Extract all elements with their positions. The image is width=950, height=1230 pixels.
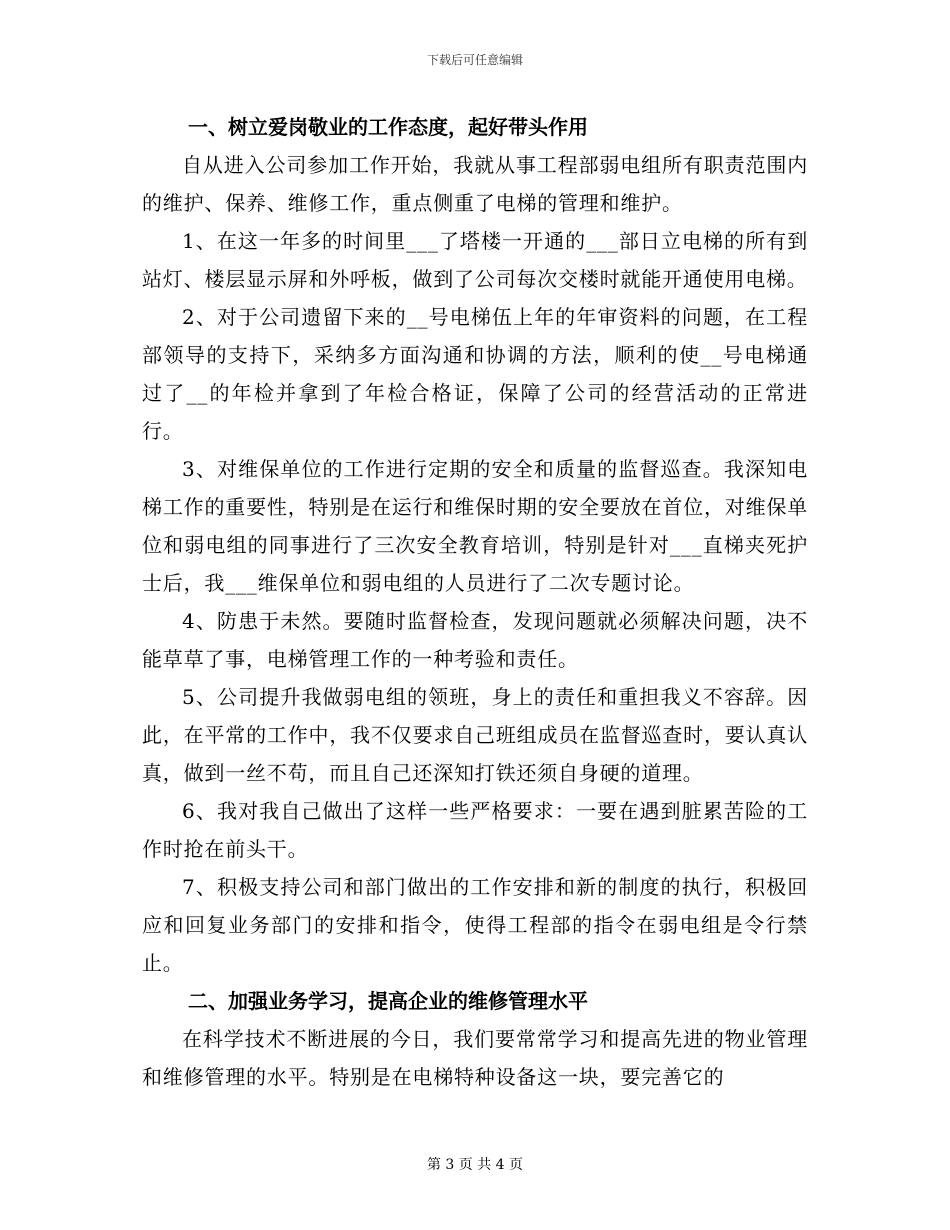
body-paragraph: 6、我对我自己做出了这样一些严格要求：一要在遇到脏累苦险的工作时抢在前头干。 <box>142 799 808 861</box>
section-heading: 二、加强业务学习，提高企业的维修管理水平 <box>188 989 588 1013</box>
body-paragraph: 4、防患于未然。要随时监督检查，发现问题就必须解决问题，决不能草草了事，电梯管理工作的一种考验和责任。 <box>142 609 808 671</box>
section-heading: 一、树立爱岗敬业的工作态度，起好带头作用 <box>188 115 588 139</box>
body-paragraph: 1、在这一年多的时间里___了塔楼一开通的___部日立电梯的所有到站灯、楼层显示屏和外呼板，做到了公司每次交楼时就能开通使用电梯。 <box>142 229 808 291</box>
page-header: 下载后可任意编辑 <box>426 53 523 67</box>
body-paragraph: 在科学技术不断进展的今日，我们要常常学习和提高先进的物业管理和维修管理的水平。特别是在电梯特种设备这一块，要完善它的 <box>142 1027 808 1089</box>
page-number: 第 3 页 共 4 页 <box>426 1157 524 1173</box>
document-body <box>142 108 808 1096</box>
body-paragraph: 自从进入公司参加工作开始，我就从事工程部弱电组所有职责范围内的维护、保养、维修工作，重点侧重了电梯的管理和维护。 <box>142 153 808 215</box>
body-paragraph: 3、对维保单位的工作进行定期的安全和质量的监督巡查。我深知电梯工作的重要性，特别是在运行和维保时期的安全要放在首位，对维保单位和弱电组的同事进行了三次安全教育培训，特别是针对___直梯夹死护士后，我___维保单位和弱电组的人员进行了二次专题讨论。 <box>142 457 808 595</box>
body-paragraph: 2、对于公司遗留下来的__号电梯伍上年的年审资料的问题，在工程部领导的支持下，采纳多方面沟通和协调的方法，顺利的使__号电梯通过了__的年检并拿到了年检合格证，保障了公司的经营活动的正常进行。 <box>142 305 808 443</box>
body-paragraph: 7、积极支持公司和部门做出的工作安排和新的制度的执行，积极回应和回复业务部门的安排和指令，使得工程部的指令在弱电组是令行禁止。 <box>142 875 808 975</box>
body-paragraph: 5、公司提升我做弱电组的领班，身上的责任和重担我义不容辞。因此，在平常的工作中，我不仅要求自己班组成员在监督巡查时，要认真认真，做到一丝不苟，而且自己还深知打铁还须自身硬的道理。 <box>142 685 808 785</box>
